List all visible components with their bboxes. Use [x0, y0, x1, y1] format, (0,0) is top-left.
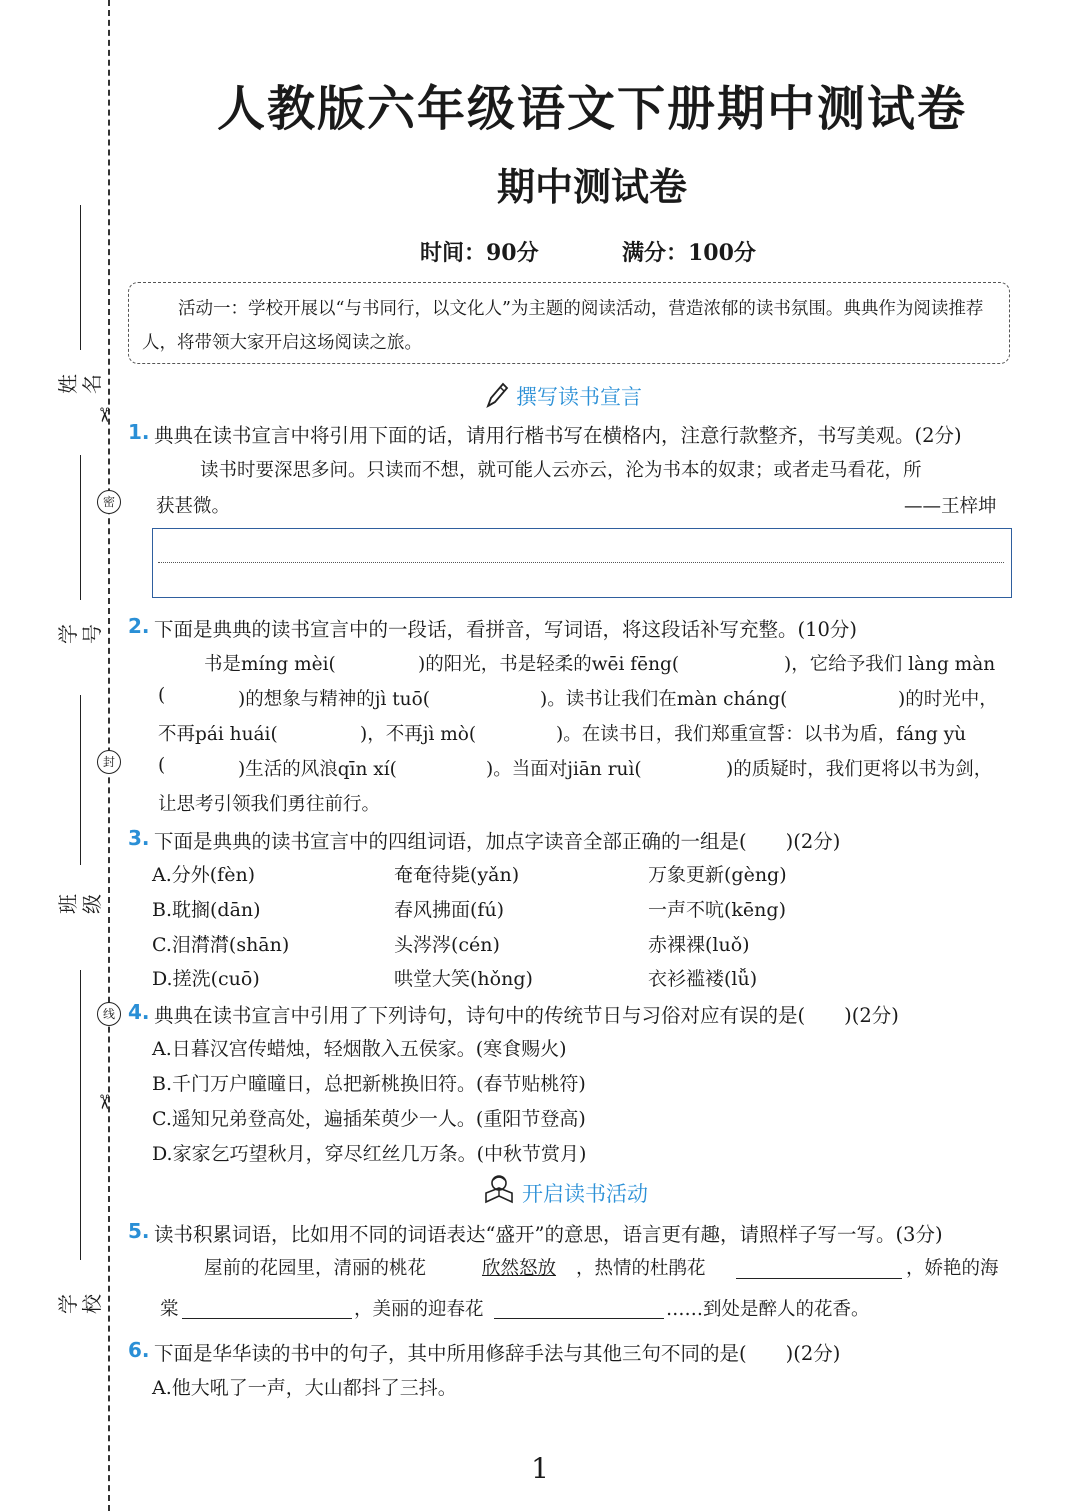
q3-option: A.分外(fèn)	[152, 864, 256, 886]
activity-text: 活动一：学校开展以“与书同行，以文化人”为主题的阅读活动，营造浓郁的读书氛围。典典作为阅读推荐人，将带领大家开启这场阅读之旅。	[142, 299, 984, 353]
q5-example-word: 欣然怒放	[482, 1258, 557, 1279]
q2-segment: )。当面对jiān ruì(	[486, 759, 642, 780]
q3-option: 春风拂面(fú)	[394, 899, 505, 921]
writing-guide-line	[158, 562, 1004, 563]
q4-option: D.家家乞巧望秋月，穿尽红丝几万条。(中秋节赏月)	[152, 1143, 587, 1165]
q5-text: 读书积累词语，比如用不同的词语表达“盛开”的意思，语言更有趣，请照样子写一写。(3分)	[154, 1223, 943, 1246]
q2-segment: )，不再jì mò(	[360, 724, 477, 745]
q2-segment: 让思考引领我们勇往前行。	[158, 794, 381, 815]
margin-label-name: 姓名	[56, 374, 104, 394]
q3-option: B.耽搁(dān)	[152, 899, 261, 921]
q3-option: 奄奄待毙(yǎn)	[394, 864, 520, 886]
margin-label-class: 班级	[56, 894, 104, 914]
question-number: 3.	[128, 826, 150, 850]
question-number: 5.	[128, 1219, 150, 1243]
q2-segment: )的阳光，书是轻柔的wēi fēng(	[418, 654, 680, 675]
q2-text: 下面是典典的读书宣言中的一段话，看拼音，写词语，将这段话补写充整。(10分)	[154, 618, 858, 641]
q3-option: C.泪潸潸(shān)	[152, 934, 290, 956]
q2-segment: 书是míng mèi(	[204, 654, 336, 675]
q3-option: 衣衫褴褛(lǚ)	[648, 968, 758, 990]
q2-segment: )的时光中，	[898, 689, 998, 710]
q2-segment: (	[158, 755, 166, 776]
q2-segment: (	[158, 685, 166, 706]
margin-rule	[80, 970, 81, 1260]
margin-label-school: 学校	[56, 1294, 104, 1314]
reading-kid-icon	[482, 1172, 516, 1210]
section-title-declaration: 撰写读书宣言	[516, 385, 642, 409]
full-score: 满分：100分	[622, 240, 756, 266]
q2-segment: )生活的风浪qīn xí(	[238, 759, 397, 780]
page-title: 人教版六年级语文下册期中测试卷	[216, 81, 967, 137]
q5-blank-3[interactable]	[494, 1318, 664, 1319]
question-number: 4.	[128, 1000, 150, 1024]
circle-label-feng: 封	[97, 750, 121, 774]
margin-rule	[80, 205, 81, 350]
q2-segment: )。读书让我们在màn cháng(	[540, 689, 788, 710]
margin-rule	[80, 695, 81, 865]
q6-text: 下面是华华读的书中的句子，其中所用修辞手法与其他三句不同的是( )(2分)	[154, 1342, 841, 1365]
question-number: 2.	[128, 614, 150, 638]
scissors-icon: ✂	[92, 1093, 117, 1111]
pencil-icon	[482, 380, 510, 414]
q5-sentence-part: ……到处是醉人的花香。	[666, 1299, 870, 1320]
q1-author: ——王梓坤	[904, 496, 997, 517]
q5-sentence-part: ，热情的杜鹃花	[576, 1258, 706, 1279]
q2-segment: )的质疑时，我们更将以书为剑，	[726, 759, 993, 780]
section-title-activity: 开启读书活动	[522, 1182, 648, 1206]
page-subtitle: 期中测试卷	[496, 164, 687, 209]
q5-sentence-part: 屋前的花园里，清丽的桃花	[204, 1258, 427, 1279]
q6-option: A.他大吼了一声，大山都抖了三抖。	[152, 1377, 457, 1399]
q4-text: 典典在读书宣言中引用了下列诗句，诗句中的传统节日与习俗对应有误的是( )(2分)	[154, 1004, 899, 1027]
margin-label-id: 学号	[56, 624, 104, 644]
q5-blank-1[interactable]	[736, 1278, 902, 1279]
q3-option: 头涔涔(cén)	[394, 934, 500, 956]
circle-label-xian: 线	[97, 1002, 121, 1026]
circle-label-mi: 密	[97, 490, 121, 514]
q5-sentence-part: 棠	[160, 1299, 179, 1320]
q3-option: 一声不吭(kēng)	[648, 899, 786, 921]
q3-option: D.搓洗(cuō)	[152, 968, 260, 990]
writing-box[interactable]	[152, 528, 1012, 598]
q4-option: B.千门万户曈曈日，总把新桃换旧符。(春节贴桃符)	[152, 1073, 586, 1095]
q3-text: 下面是典典的读书宣言中的四组词语，加点字读音全部正确的一组是( )(2分)	[154, 830, 841, 853]
q5-blank-2[interactable]	[182, 1318, 352, 1319]
page-number: 1	[531, 1452, 549, 1485]
q5-sentence-part: ，美丽的迎春花	[354, 1299, 484, 1320]
margin-rule	[80, 455, 81, 600]
q1-quote-line2: 获甚微。	[156, 496, 231, 517]
q3-option: 万象更新(gèng)	[648, 864, 787, 886]
q3-option: 哄堂大笑(hǒng)	[394, 968, 533, 990]
q1-quote-line1: 读书时要深思多问。只读而不想，就可能人云亦云，沦为书本的奴隶；或者走马看花，所	[200, 460, 922, 481]
q2-segment: )，它给予我们 làng màn	[784, 654, 996, 675]
q2-segment: 不再pái huái(	[158, 724, 278, 745]
q4-option: C.遥知兄弟登高处，遍插茱萸少一人。(重阳节登高)	[152, 1108, 586, 1130]
q1-text: 典典在读书宣言中将引用下面的话，请用行楷书写在横格内，注意行款整齐，书写美观。(2分)	[154, 424, 962, 447]
q2-segment: )。在读书日，我们郑重宣誓：以书为盾，fáng yù	[556, 724, 967, 745]
q2-segment: )的想象与精神的jì tuō(	[238, 689, 430, 710]
scissors-icon: ✂	[92, 406, 117, 424]
question-number: 1.	[128, 420, 150, 444]
q3-option: 赤裸裸(luǒ)	[648, 934, 750, 956]
q5-sentence-part: ，娇艳的海	[906, 1258, 999, 1279]
question-number: 6.	[128, 1338, 150, 1362]
q4-option: A.日暮汉宫传蜡烛，轻烟散入五侯家。(寒食赐火)	[152, 1038, 567, 1060]
time-limit: 时间：90分	[420, 240, 539, 266]
